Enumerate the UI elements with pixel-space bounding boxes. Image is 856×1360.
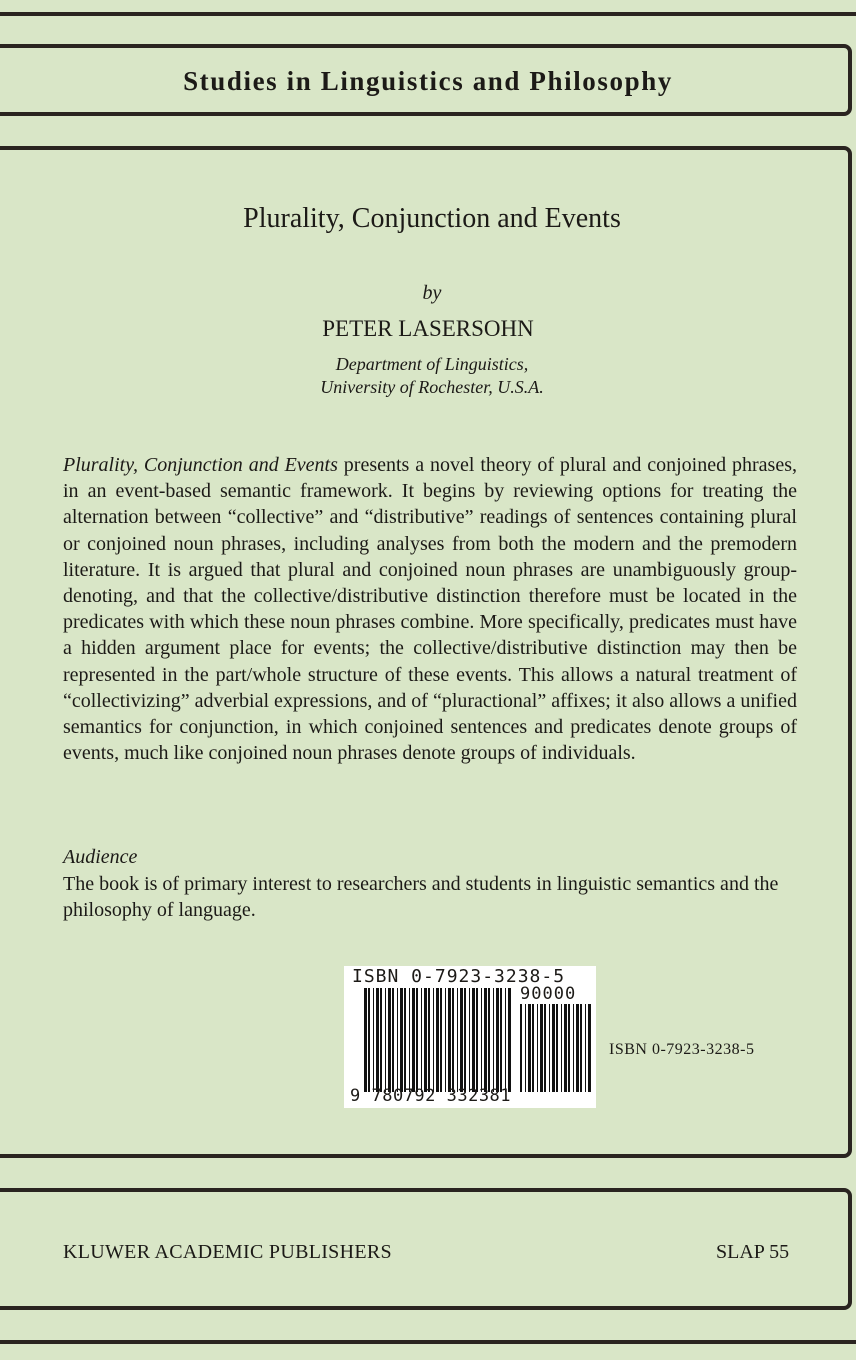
author-name: PETER LASERSOHN [322,316,534,341]
description-book-title: Plurality, Conjunction and Events [63,454,338,476]
top-rule [0,12,856,16]
affiliation-line-1: Department of Linguistics, [335,354,529,374]
bottom-rule [0,1340,856,1344]
isbn-barcode [344,966,596,1108]
description-text: presents a novel theory of plural and conjoined phrases, in an event-based semantic framework. It begins by reviewing options for treating the alternation between “collective” and “distributive” readings of sentences containing plural or conjoined noun phrases, including analyses from both the modern and the premodern literature. It is argued that plural and conjoined noun phrases are unambiguously group-denoting, and that the collective/distributive distinction therefore must be located in the predicates with which these noun phrases combine. More specifically, predicates must have a hidden argument place for events; the collective/distributive distinction may then be represented in the part/whole structure of these events. This allows a natural treatment of “collectivizing” adverbial expressions, and of “pluractional” affixes; it also allows a unified semantics for conjunction, in which conjoined sentences and predicates denote groups of events, much like conjoined noun phrases denote groups of individuals. [63,454,797,765]
publisher-name: KLUWER ACADEMIC PUBLISHERS [63,1241,392,1263]
isbn-number: ISBN 0-7923-3238-5 [609,1041,755,1058]
barcode-price-code: 90000 [520,984,577,1004]
by-line: by [422,282,442,304]
author-affiliation [0,353,856,399]
series-number: SLAP 55 [716,1241,790,1263]
book-title: Plurality, Conjunction and Events [243,203,621,234]
book-description [63,452,797,766]
barcode-isbn-label: ISBN 0-7923-3238-5 [352,966,566,987]
series-title: Studies in Linguistics and Philosophy [183,66,673,96]
barcode-ean-number: 9 780792 332381 [350,1086,512,1106]
audience-label: Audience [63,846,138,868]
audience-text: The book is of primary interest to researchers and students in linguistic semantics and the philosophy of language. [63,873,779,922]
affiliation-line-2: University of Rochester, U.S.A. [320,377,544,397]
